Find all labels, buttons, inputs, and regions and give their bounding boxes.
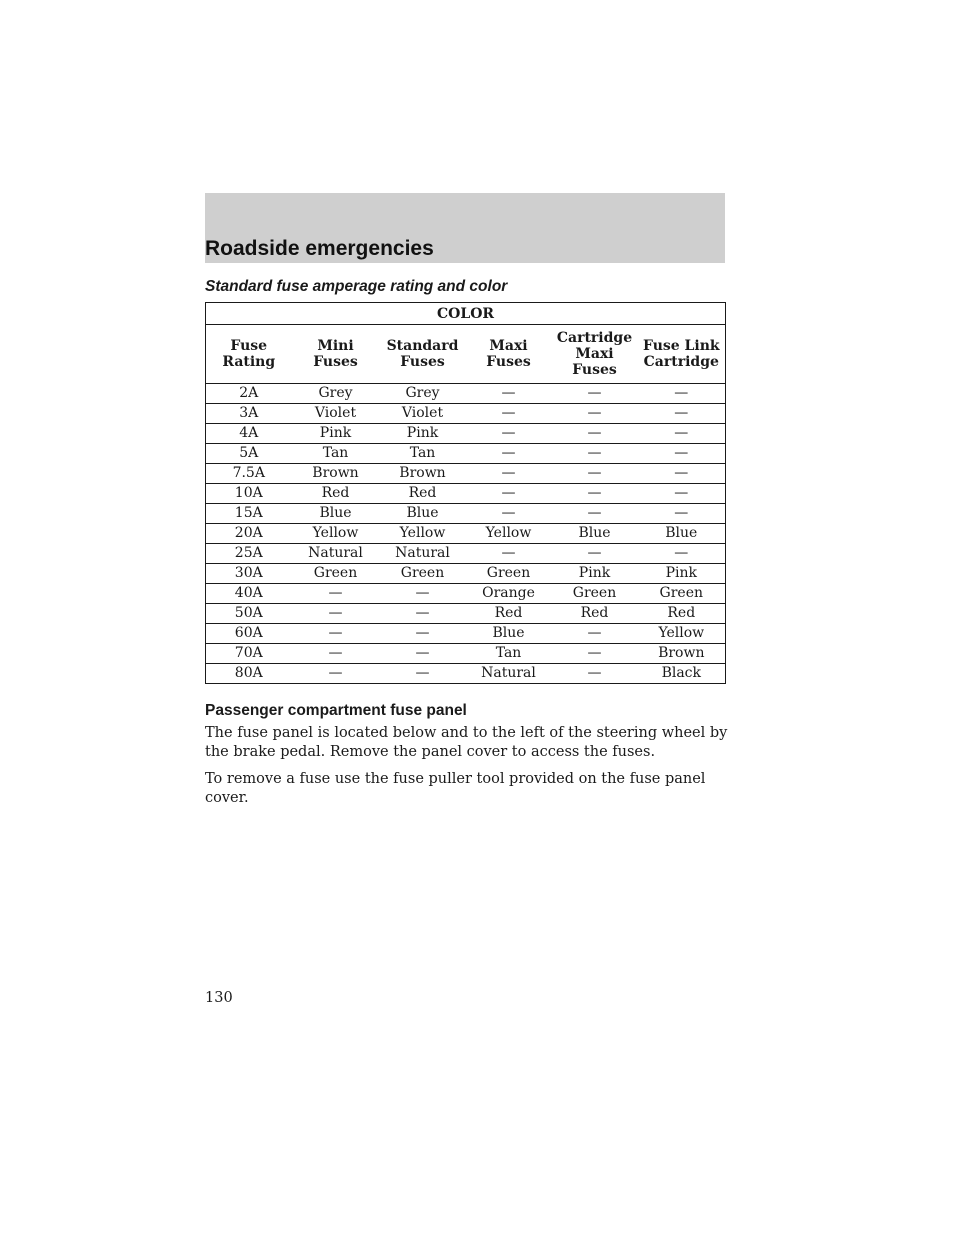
fuse-color-cell: — bbox=[292, 584, 380, 604]
fuse-color-cell: — bbox=[466, 444, 552, 464]
table-group-header-row bbox=[206, 303, 726, 325]
fuse-rating-cell: 4A bbox=[206, 424, 292, 444]
fuse-color-cell: — bbox=[552, 644, 638, 664]
fuse-color-cell: Red bbox=[380, 484, 466, 504]
fuse-rating-cell: 80A bbox=[206, 664, 292, 684]
fuse-color-cell: — bbox=[552, 624, 638, 644]
table-body bbox=[206, 384, 726, 684]
fuse-color-cell: — bbox=[292, 624, 380, 644]
fuse-color-cell: Green bbox=[466, 564, 552, 584]
column-header-line: Fuse bbox=[230, 338, 268, 354]
fuse-color-cell: Yellow bbox=[292, 524, 380, 544]
fuse-rating-cell: 3A bbox=[206, 404, 292, 424]
fuse-color-cell: Orange bbox=[466, 584, 552, 604]
fuse-color-cell: Natural bbox=[466, 664, 552, 684]
fuse-color-cell: — bbox=[380, 624, 466, 644]
fuse-color-cell: Red bbox=[638, 604, 726, 624]
fuse-color-cell: Blue bbox=[466, 624, 552, 644]
fuse-color-cell: — bbox=[466, 544, 552, 564]
fuse-rating-cell: 70A bbox=[206, 644, 292, 664]
fuse-rating-cell: 60A bbox=[206, 624, 292, 644]
table-row bbox=[206, 484, 726, 504]
fuse-color-cell: Pink bbox=[292, 424, 380, 444]
fuse-color-cell: Tan bbox=[380, 444, 466, 464]
fuse-color-cell: — bbox=[466, 424, 552, 444]
column-header-line: Cartridge bbox=[556, 330, 633, 346]
fuse-color-cell: — bbox=[638, 444, 726, 464]
fuse-color-cell: — bbox=[292, 604, 380, 624]
fuse-color-cell: — bbox=[552, 464, 638, 484]
fuse-color-cell: — bbox=[466, 464, 552, 484]
table-row bbox=[206, 584, 726, 604]
fuse-color-cell: — bbox=[638, 384, 726, 404]
fuse-color-cell: Yellow bbox=[380, 524, 466, 544]
table-row bbox=[206, 524, 726, 544]
fuse-color-cell: Red bbox=[292, 484, 380, 504]
fuse-color-cell: — bbox=[552, 484, 638, 504]
table-row bbox=[206, 444, 726, 464]
fuse-rating-cell: 40A bbox=[206, 584, 292, 604]
table-row bbox=[206, 424, 726, 444]
fuse-rating-cell: 5A bbox=[206, 444, 292, 464]
column-header bbox=[380, 325, 466, 384]
fuse-color-cell: — bbox=[552, 424, 638, 444]
fuse-color-cell: Black bbox=[638, 664, 726, 684]
fuse-color-cell: Green bbox=[380, 564, 466, 584]
fuse-color-cell: Pink bbox=[552, 564, 638, 584]
section-header-band bbox=[205, 193, 725, 263]
column-header bbox=[292, 325, 380, 384]
fuse-rating-cell: 30A bbox=[206, 564, 292, 584]
fuse-color-cell: Blue bbox=[292, 504, 380, 524]
column-header-line: Fuses bbox=[313, 354, 358, 370]
fuse-color-cell: Blue bbox=[380, 504, 466, 524]
fuse-panel-location-paragraph: The fuse panel is located below and to the left of the steering wheel by the brake pedal. Remove the panel cover to access the fuses. bbox=[205, 725, 728, 760]
fuse-color-cell: — bbox=[638, 464, 726, 484]
column-header-line: Fuse Link bbox=[643, 338, 720, 354]
column-header bbox=[466, 325, 552, 384]
table-row bbox=[206, 384, 726, 404]
fuse-color-cell: Natural bbox=[380, 544, 466, 564]
page-number: 130 bbox=[205, 990, 233, 1006]
fuse-color-cell: Violet bbox=[292, 404, 380, 424]
fuse-color-cell: Brown bbox=[292, 464, 380, 484]
table-title: Standard fuse amperage rating and color bbox=[205, 278, 508, 295]
column-header-line: Maxi bbox=[489, 338, 528, 354]
column-header bbox=[206, 325, 292, 384]
table-row bbox=[206, 664, 726, 684]
table-column-header-row bbox=[206, 325, 726, 384]
fuse-color-cell: — bbox=[380, 584, 466, 604]
table-row bbox=[206, 544, 726, 564]
table-row bbox=[206, 604, 726, 624]
fuse-color-cell: Brown bbox=[638, 644, 726, 664]
column-header-line: Fuses bbox=[400, 354, 445, 370]
fuse-color-cell: — bbox=[466, 384, 552, 404]
fuse-color-cell: — bbox=[638, 544, 726, 564]
fuse-color-cell: — bbox=[552, 404, 638, 424]
fuse-color-cell: — bbox=[552, 444, 638, 464]
table-row bbox=[206, 624, 726, 644]
table-row bbox=[206, 504, 726, 524]
fuse-rating-cell: 10A bbox=[206, 484, 292, 504]
fuse-color-cell: — bbox=[466, 504, 552, 524]
fuse-color-cell: — bbox=[552, 504, 638, 524]
passenger-fuse-panel-heading: Passenger compartment fuse panel bbox=[205, 702, 467, 719]
fuse-rating-cell: 7.5A bbox=[206, 464, 292, 484]
fuse-rating-cell: 50A bbox=[206, 604, 292, 624]
table-row bbox=[206, 464, 726, 484]
column-header-line: Standard bbox=[386, 338, 459, 354]
fuse-color-cell: Blue bbox=[552, 524, 638, 544]
fuse-color-cell: — bbox=[638, 504, 726, 524]
column-header-line: Maxi bbox=[575, 346, 614, 362]
fuse-color-cell: Brown bbox=[380, 464, 466, 484]
column-header-line: Cartridge bbox=[643, 354, 719, 370]
fuse-color-cell: Grey bbox=[380, 384, 466, 404]
table-row bbox=[206, 564, 726, 584]
fuse-color-cell: — bbox=[380, 644, 466, 664]
fuse-color-cell: Yellow bbox=[466, 524, 552, 544]
color-group-header: COLOR bbox=[206, 303, 726, 325]
fuse-color-cell: Tan bbox=[466, 644, 552, 664]
fuse-color-cell: Green bbox=[638, 584, 726, 604]
column-header bbox=[552, 325, 638, 384]
fuse-color-cell: Blue bbox=[638, 524, 726, 544]
column-header-line: Fuses bbox=[486, 354, 531, 370]
table-row bbox=[206, 404, 726, 424]
fuse-color-cell: — bbox=[380, 604, 466, 624]
fuse-color-cell: — bbox=[466, 404, 552, 424]
fuse-color-cell: Natural bbox=[292, 544, 380, 564]
fuse-color-cell: — bbox=[466, 484, 552, 504]
fuse-color-table bbox=[205, 302, 726, 684]
fuse-color-cell: — bbox=[638, 484, 726, 504]
fuse-color-cell: — bbox=[638, 424, 726, 444]
fuse-color-cell: Red bbox=[552, 604, 638, 624]
table-row bbox=[206, 644, 726, 664]
fuse-color-cell: Green bbox=[552, 584, 638, 604]
fuse-color-cell: Grey bbox=[292, 384, 380, 404]
fuse-rating-cell: 25A bbox=[206, 544, 292, 564]
fuse-color-cell: — bbox=[292, 664, 380, 684]
fuse-rating-cell: 15A bbox=[206, 504, 292, 524]
fuse-color-cell: — bbox=[380, 664, 466, 684]
section-title: Roadside emergencies bbox=[205, 237, 434, 260]
fuse-color-cell: Yellow bbox=[638, 624, 726, 644]
column-header-line: Mini bbox=[317, 338, 354, 354]
fuse-color-cell: — bbox=[638, 404, 726, 424]
fuse-color-cell: — bbox=[292, 644, 380, 664]
fuse-rating-cell: 20A bbox=[206, 524, 292, 544]
fuse-color-cell: — bbox=[552, 384, 638, 404]
fuse-color-cell: Violet bbox=[380, 404, 466, 424]
fuse-color-cell: Pink bbox=[638, 564, 726, 584]
fuse-color-cell: — bbox=[552, 664, 638, 684]
column-header-line: Fuses bbox=[572, 362, 617, 378]
fuse-rating-cell: 2A bbox=[206, 384, 292, 404]
fuse-color-cell: Tan bbox=[292, 444, 380, 464]
fuse-color-cell: Green bbox=[292, 564, 380, 584]
fuse-color-cell: Red bbox=[466, 604, 552, 624]
fuse-color-cell: Pink bbox=[380, 424, 466, 444]
fuse-removal-paragraph: To remove a fuse use the fuse puller tool provided on the fuse panel cover. bbox=[205, 771, 706, 806]
column-header-line: Rating bbox=[222, 354, 276, 370]
column-header bbox=[638, 325, 726, 384]
fuse-color-cell: — bbox=[552, 544, 638, 564]
